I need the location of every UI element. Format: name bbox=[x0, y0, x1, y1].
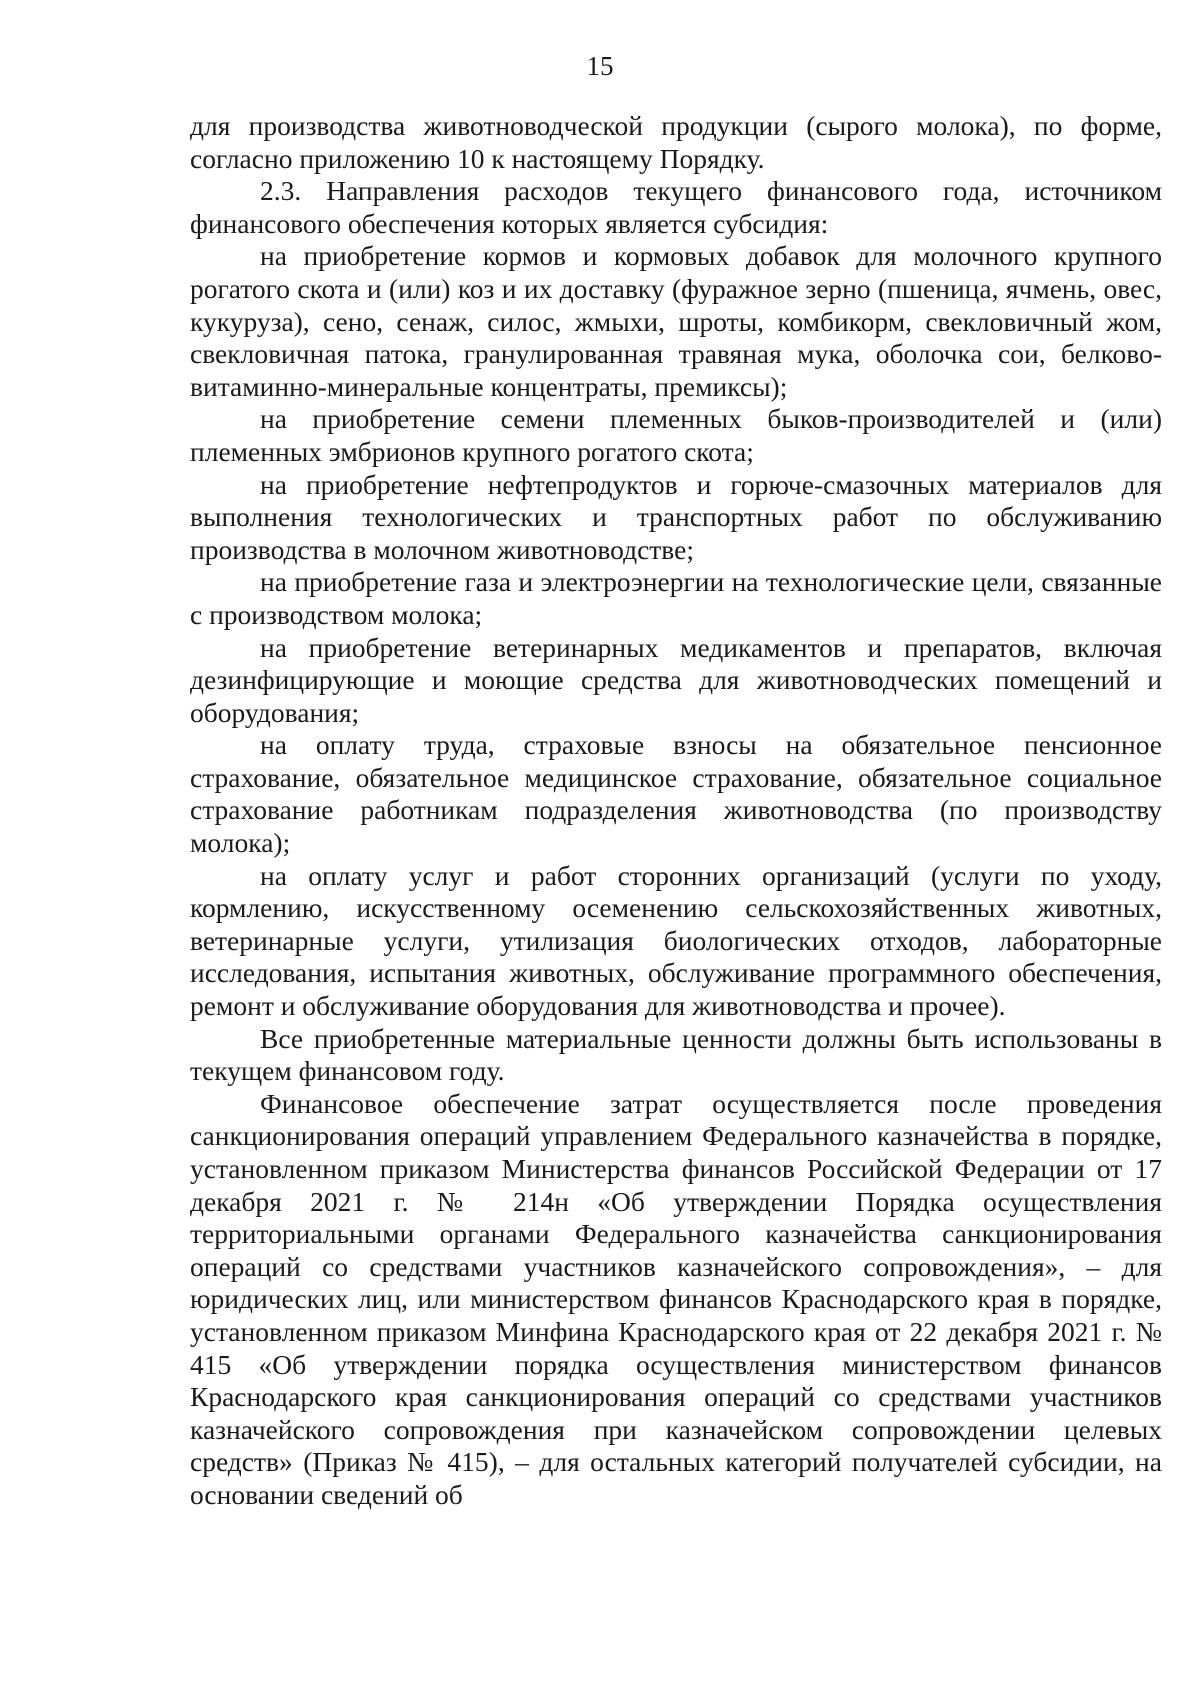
paragraph-third-party-services: на оплату услуг и работ сторонних организаций (услуги по уходу, кормлению, искусственному осеменению сельскохозяйственных животных, ветеринарные услуги, утилизация биологических отходов, лабораторные исследования, испытания животных, обслуживание программного обеспечения, ремонт и обслуживание оборудования для животноводства и прочее). bbox=[190, 859, 1162, 1022]
paragraph-gas-electricity: на приобретение газа и электроэнергии на технологические цели, связанные с производством молока; bbox=[190, 566, 1162, 630]
paragraph-section-2-3: 2.3. Направления расходов текущего финансового года, источником финансового обеспечения которых является субсидия: bbox=[190, 175, 1162, 239]
paragraph-financial-sanctioning: Финансовое обеспечение затрат осуществляется после проведения санкционирования операций управлением Федерального казначейства в порядке, установленном приказом Министерства финансов Российской Федерации от 17 декабря 2021 г. № 214н «Об утверждении Порядка осуществления территориальными органами Федерального казначейства санкционирования операций со средствами участников казначейского сопровождения», – для юридических лиц, или министерством финансов Краснодарского края в порядке, установленном приказом Минфина Краснодарского края от 22 декабря 2021 г. № 415 «Об утверждении порядка осуществления министерством финансов Краснодарского края санкционирования операций со средствами участников казначейского сопровождения при казначейском сопровождении целевых средств» (Приказ № 415), – для остальных категорий получателей субсидии, на основании сведений об bbox=[190, 1087, 1162, 1510]
paragraph-veterinary-drugs: на приобретение ветеринарных медикаментов и препаратов, включая дезинфицирующие и моющие средства для животноводческих помещений и оборудования; bbox=[190, 631, 1162, 728]
paragraph-continuation: для производства животноводческой продукции (сырого молока), по форме, согласно приложению 10 к настоящему Порядку. bbox=[190, 110, 1162, 174]
paragraph-fuel-lubricants: на приобретение нефтепродуктов и горюче-смазочных материалов для выполнения технологических и транспортных работ по обслуживанию производства в молочном животноводстве; bbox=[190, 468, 1162, 565]
page-number: 15 bbox=[586, 51, 614, 81]
paragraph-feed-expenses: на приобретение кормов и кормовых добавок для молочного крупного рогатого скота и (или) коз и их доставку (фуражное зерно (пшеница, ячмень, овес, кукуруза), сено, сенаж, силос, жмыхи, шроты, комбикорм, свекловичный жом, свекловичная патока, гранулированная травяная мука, оболочка сои, белково-витаминно-минеральные концентраты, премиксы); bbox=[190, 240, 1162, 402]
document-body bbox=[190, 110, 1162, 1512]
paragraph-labor-insurance: на оплату труда, страховые взносы на обязательное пенсионное страхование, обязательное медицинское страхование, обязательное социальное страхование работникам подразделения животноводства (по производству молока); bbox=[190, 729, 1162, 859]
paragraph-materials-usage: Все приобретенные материальные ценности должны быть использованы в текущем финансовом году. bbox=[190, 1022, 1162, 1087]
paragraph-breeding-semen: на приобретение семени племенных быков-производителей и (или) племенных эмбрионов крупного рогатого скота; bbox=[190, 403, 1162, 467]
